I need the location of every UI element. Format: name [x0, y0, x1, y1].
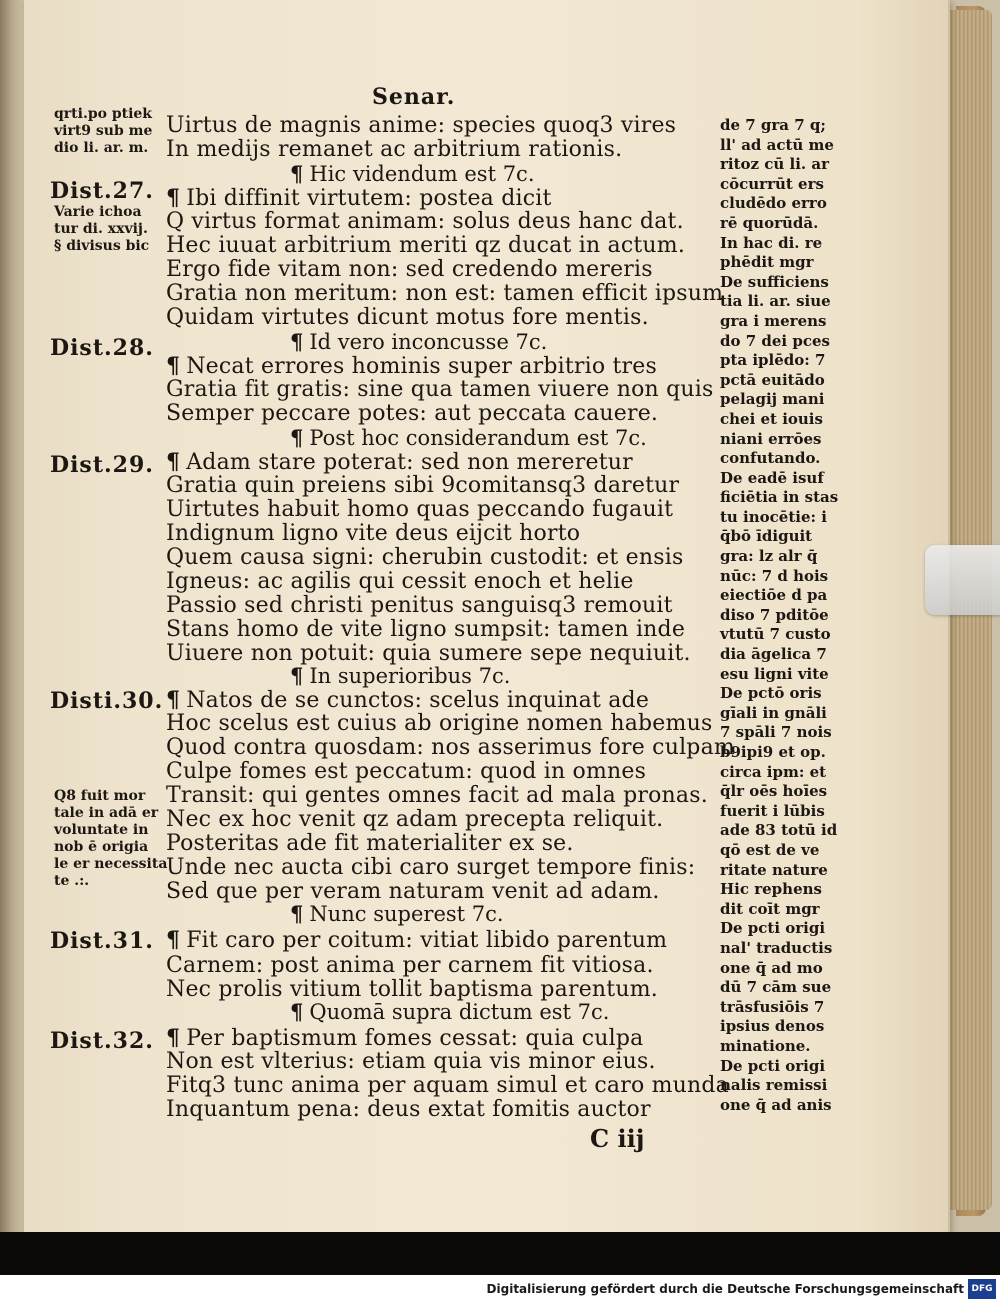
verse-line: Culpe fomes est peccatum: quod in omnes	[166, 759, 647, 784]
pilcrow-icon: ¶	[166, 353, 181, 379]
margin-note-line: dio li. ar. m.	[54, 140, 149, 156]
verse-line: Nec ex hoc venit qz adam precepta reliquit.	[166, 807, 664, 832]
commentary-line: De pcti origi	[720, 919, 826, 938]
verse-line: Ergo fide vitam non: sed credendo mereris	[166, 257, 653, 282]
verse-line	[166, 354, 686, 379]
margin-note-27	[54, 204, 164, 255]
commentary-line: dit coīt mgr	[720, 899, 820, 918]
rubric-line	[290, 162, 535, 186]
commentary-line: ritoz cū li. ar	[720, 155, 829, 174]
verse-line: Non est vlterius: etiam quia vis minor eius.	[166, 1049, 656, 1074]
commentary-line: trāsfusiōis 7	[720, 997, 825, 1016]
verse-line: Uirtus de magnis anime: species quoq3 vires	[166, 113, 677, 138]
commentary-line: nūc: 7 d hois	[720, 566, 829, 585]
verse-line: Quod contra quosdam: nos asserimus fore culpam	[166, 735, 735, 760]
verse-line: Nec prolis vitium tollit baptisma parentum.	[166, 977, 658, 1002]
commentary-line: minatione.	[720, 1036, 811, 1055]
commentary-line: chei et iouis	[720, 409, 823, 428]
verse-line: Uiuere non potuit: quia sumere sepe nequiuit.	[166, 641, 691, 666]
distinction-31: Dist.31.	[50, 928, 154, 954]
verse-line	[166, 1026, 686, 1051]
margin-note-line: tur di. xxvij.	[54, 221, 148, 237]
margin-note-line: nob ē origia	[54, 839, 149, 855]
commentary-line: De eadē isuf	[720, 468, 824, 487]
commentary-line: ade 83 totū id	[720, 821, 838, 840]
pilcrow-icon: ¶	[166, 185, 181, 211]
commentary-line: cludēdo erro	[720, 194, 827, 213]
signature-mark: C iij	[590, 1124, 645, 1153]
verse-line	[166, 186, 686, 211]
commentary-line: nal' traductis	[720, 938, 833, 957]
pilcrow-icon: ¶	[290, 329, 304, 354]
distinction-30: Disti.30.	[50, 688, 164, 714]
commentary-line: tu inocētie: i	[720, 507, 827, 526]
verse-line: Unde nec aucta cibi caro surget tempore finis:	[166, 855, 696, 880]
rubric-line	[290, 330, 547, 354]
commentary-line: De pctō oris	[720, 684, 822, 703]
verse-line	[166, 928, 686, 953]
commentary-line: gīali in gnāli	[720, 703, 827, 722]
commentary-line: 7 spāli 7 nois	[720, 723, 832, 742]
pilcrow-icon: ¶	[166, 927, 181, 953]
distinction-32: Dist.32.	[50, 1028, 154, 1054]
rubric-text: In superioribus 7c.	[309, 664, 511, 688]
verse-line: Gratia quin preiens sibi 9comitansq3 daretur	[166, 473, 680, 498]
verse-line: Gratia fit gratis: sine qua tamen viuere non quis	[166, 377, 714, 402]
margin-note-line: le er necessita	[54, 856, 168, 872]
commentary-line: q̄lr oēs hoīes	[720, 782, 828, 801]
commentary-line: diso 7 pditōe	[720, 605, 829, 624]
verse-line: Posteritas ade fit materialiter ex se.	[166, 831, 574, 856]
commentary-line: pctā euitādo	[720, 370, 825, 389]
margin-note-line: voluntate in	[54, 822, 149, 838]
verse-text: Ibi diffinit virtutem: postea dicit	[186, 186, 552, 211]
verse-text: Necat errores hominis super arbitrio tres	[186, 354, 657, 379]
commentary-line: De pcti origi	[720, 1056, 826, 1075]
commentary-line: In hac di. re	[720, 233, 823, 252]
pilcrow-icon: ¶	[290, 663, 304, 688]
commentary-line: ritate nature	[720, 860, 828, 879]
verse-text: Natos de se cunctos: scelus inquinat ade	[186, 688, 650, 713]
rubric-line	[290, 426, 647, 450]
pilcrow-icon: ¶	[166, 449, 181, 475]
verse-line: Passio sed christi penitus sanguisq3 remouit	[166, 593, 673, 618]
dfg-logo: DFG	[968, 1279, 996, 1299]
commentary-line: one q̄ ad mo	[720, 958, 823, 977]
margin-note-line: virt9 sub me	[54, 123, 153, 139]
commentary-line: rē quorūdā.	[720, 213, 819, 232]
verse-line: Carnem: post anima per carnem fit vitiosa.	[166, 953, 654, 978]
distinction-29: Dist.29.	[50, 452, 154, 478]
commentary-line: q̄bō īdiguit	[720, 527, 813, 546]
commentary-line: gra: lz alr q̄	[720, 547, 818, 566]
rubric-text: Post hoc considerandum est 7c.	[309, 426, 647, 450]
commentary-line: pelagij mani	[720, 390, 825, 409]
commentary-line: vtutū 7 custo	[720, 625, 831, 644]
distinction-27: Dist.27.	[50, 178, 154, 204]
commentary-line: cōcurrūt ers	[720, 174, 824, 193]
commentary-line: gra i merens	[720, 311, 827, 330]
digitization-footer	[0, 1275, 1000, 1304]
verse-line: Hoc scelus est cuius ab origine nomen habemus	[166, 711, 713, 736]
verse-line: Q virtus format animam: solus deus hanc dat.	[166, 209, 684, 234]
margin-note-line: Varie ichoa	[54, 204, 142, 220]
funding-credit: Digitalisierung gefördert durch die Deutsche Forschungsgemeinschaft	[486, 1282, 964, 1296]
commentary-line: de 7 gra 7 q;	[720, 116, 826, 134]
commentary-line: circa ipm: et	[720, 762, 827, 781]
verse-line: Hec iuuat arbitrium meriti qz ducat in actum.	[166, 233, 686, 258]
margin-note-line: Q8 fuit mor	[54, 788, 146, 804]
commentary-line: qō est de ve	[720, 840, 820, 859]
commentary-line: niani errōes	[720, 429, 822, 448]
verse-line: Sed que per veram naturam venit ad adam.	[166, 879, 660, 904]
verse-line: Igneus: ac agilis qui cessit enoch et helie	[166, 569, 634, 594]
verse-line: Stans homo de vite ligno sumpsit: tamen inde	[166, 617, 686, 642]
margin-note-line: § divisus bic	[54, 238, 150, 254]
commentary-line: one q̄ ad anis	[720, 1095, 832, 1114]
verse-text: Per baptismum fomes cessat: quia culpa	[186, 1026, 644, 1051]
verse-line: Fitq3 tunc anima per aquam simul et caro munda	[166, 1073, 729, 1098]
commentary-line: b9ipi9 et op.	[720, 743, 826, 761]
commentary-line: dia āgelica 7	[720, 645, 827, 664]
commentary-line: fuerit i lūbis	[720, 801, 825, 820]
distinction-28: Dist.28.	[50, 335, 154, 361]
verse-line: Uirtutes habuit homo quas peccando fugauit	[166, 497, 674, 522]
commentary-line: dū 7 cām sue	[720, 978, 832, 997]
verse-line: Quem causa signi: cherubin custodit: et ensis	[166, 545, 684, 570]
verse-line	[166, 688, 686, 713]
rubric-line	[290, 1000, 609, 1024]
commentary-line: phēdit mgr	[720, 253, 814, 272]
rubric-text: Id vero inconcusse 7c.	[309, 330, 548, 354]
verse-line: Transit: qui gentes omnes facit ad mala pronas.	[166, 783, 708, 808]
pilcrow-icon: ¶	[166, 687, 181, 713]
commentary-line: nalis remissi	[720, 1076, 828, 1095]
pilcrow-icon: ¶	[166, 1025, 181, 1051]
rubric-text: Quomā supra dictum est 7c.	[309, 1000, 610, 1024]
margin-note-top	[54, 106, 164, 157]
rubric-line	[290, 902, 504, 926]
verse-line: In medijs remanet ac arbitrium rationis.	[166, 137, 623, 162]
commentary-line: do 7 dei pces	[720, 331, 830, 350]
verse-line: Indignum ligno vite deus eijcit horto	[166, 521, 581, 546]
pilcrow-icon: ¶	[290, 425, 304, 450]
verse-line	[166, 450, 686, 475]
commentary-line: eiectiōe d pa	[720, 586, 828, 605]
right-margin-commentary	[720, 116, 850, 1115]
page-clip	[925, 545, 1000, 615]
margin-note-line: qrti.po ptiek	[54, 106, 153, 122]
pilcrow-icon: ¶	[290, 999, 304, 1024]
commentary-line: De sufficiens	[720, 272, 829, 291]
commentary-line: Hic rephens	[720, 880, 822, 899]
commentary-line: ficiētia in stas	[720, 488, 839, 507]
margin-note-30	[54, 788, 168, 890]
pilcrow-icon: ¶	[290, 161, 304, 186]
commentary-line: tia li. ar. siue	[720, 292, 831, 311]
rubric-text: Hic videndum est 7c.	[309, 162, 535, 186]
verse-line: Quidam virtutes dicunt motus fore mentis.	[166, 305, 649, 330]
verse-text: Adam stare poterat: sed non mereretur	[186, 450, 633, 475]
running-header: Senar.	[372, 84, 456, 110]
margin-note-line: te .:.	[54, 873, 90, 889]
commentary-line: esu ligni vite	[720, 664, 829, 683]
scan-border	[0, 1232, 1000, 1275]
pilcrow-icon: ¶	[290, 901, 304, 926]
commentary-line: pta iplēdo: 7	[720, 351, 826, 370]
commentary-line: confutando.	[720, 449, 821, 468]
margin-note-line: tale in adā er	[54, 805, 159, 821]
verse-line: Gratia non meritum: non est: tamen efficit ipsum	[166, 281, 724, 306]
rubric-text: Nunc superest 7c.	[309, 902, 504, 926]
verse-line: Semper peccare potes: aut peccata cauere.	[166, 401, 659, 426]
verse-text: Fit caro per coitum: vitiat libido parentum	[186, 928, 668, 953]
verse-line: Inquantum pena: deus extat fomitis auctor	[166, 1097, 651, 1122]
rubric-line	[290, 664, 510, 688]
commentary-line: ipsius denos	[720, 1017, 825, 1036]
commentary-line: ll' ad actū me	[720, 135, 834, 154]
